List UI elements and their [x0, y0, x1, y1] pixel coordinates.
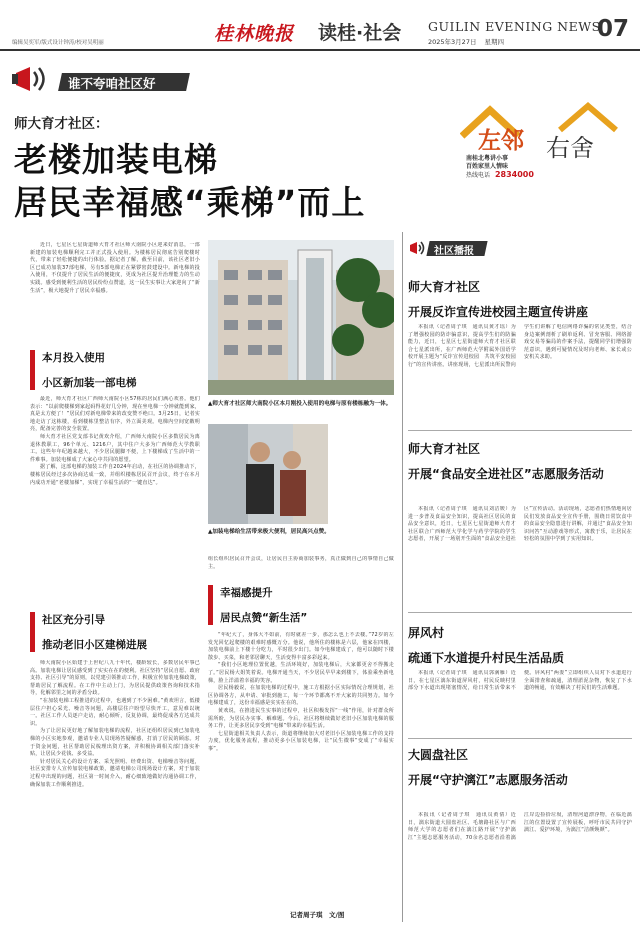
caption-marker-icon: ▲: [208, 401, 213, 407]
column-tagline-2: 百姓家里人情味: [466, 163, 509, 170]
article-lead: [30, 242, 200, 345]
news-body: [408, 670, 632, 732]
news-title: 开展“食品安全进社区”志愿服务活动: [408, 467, 604, 481]
news-community: 师大育才社区: [408, 442, 481, 456]
news-community: 师大育才社区: [408, 280, 481, 294]
editor-credits: 编辑吴奕军/版式设计钟涛/校对吴明丽: [12, 40, 104, 46]
section-3-paragraph: “我们小区地理位置优越，生活环境好，加装电梯后，大家都更舍不得搬走了。”居民杨大姐笑着说。电梯开通当天，不少居民早早来到楼下，体验乘坐新电梯，脸上洋溢着幸福的笑容。: [208, 662, 394, 684]
section-2-paragraph: 师大南院小区始建于上世纪八九十年代，楼龄较长，多数居民年事已高。加装电梯让居民感受到了实实在在的便利。社区坚持“居民自愿、政府支持、社区引导”的原则，以党建引领推动工作，积极宣传加装电梯政策，帮助居民了解流程。在工作中主动上门，为居民提供政策咨询和技术指导，化解邻里之间的矛盾分歧。: [30, 660, 200, 697]
section-2-body: [30, 660, 200, 922]
section-2-paragraph: 为了让居民更好地了解加装电梯的流程，社区还组织居民到已加装电梯的小区实地参观，邀请专业人员现场答疑解惑，打消了居民的顾虑。对于资金问题，社区帮助居民梳理出资方案，并积极协调相关部门落实补贴，让居民少花钱、多受益。: [30, 728, 200, 758]
news-community: 大圆盘社区: [408, 748, 469, 762]
article-kicker: 师大育才社区：: [14, 116, 109, 132]
column-badge: [12, 63, 184, 95]
section-2-paragraph: “在加装电梯工程推进的过程中，也遇到了不少困难。”黄欢坦言，低楼层住户担心采光、噪音等问题，高楼层住户盼望尽快开工，意见难以统一。社区工作人员逐户走访，耐心倾听，反复协调，最终促成各方达成共识。: [30, 697, 200, 727]
news-body: [408, 324, 632, 424]
news-title: 开展“守护漓江”志愿服务活动: [408, 773, 568, 787]
section-name: 读桂·社会: [318, 22, 402, 44]
paper-name: 桂林晚报: [214, 23, 295, 45]
column-logo: [460, 100, 630, 180]
lead-paragraph: 近日，七星区七星街道师大育才社区师大南院小区迎来好消息，一部新建的加装电梯顺利完工并正式投入使用。为楼栋居民彻底告别爬楼时代，带来了轻松便捷的出行体验。据记者了解，截至目前，该社区老旧小区已成功加装37部电梯，另有5部电梯正在紧锣密鼓建设中。新电梯的投入使用，不仅提升了居民生活的便捷度，更成为社区提升治理能力的生动实践。感受到便利生活的居民纷纷点赞道，这一民生实事让大家迎向了“新生活”，极大地提升了居民幸福感。: [30, 242, 200, 294]
subhead-1-subtitle: 小区新加装一部电梯: [42, 377, 137, 389]
column-divider: [402, 232, 403, 922]
elevator-building-photo: [208, 240, 394, 395]
news-title: 疏通下水道提升村民生活品质: [408, 651, 565, 665]
section-3-paragraph: “年纪大了，身体大不如前，有时就差一步，那怎么也上不去楼。”72岁的左发光回忆起爬楼的艰难时感慨万分。他说，他所住的楼栋是六层，他家在四楼，加装电梯前上下楼十分吃力，平时很少出门。如今电梯建成了，他可以随时下楼散步、买菜，和老邻居聊天，生活变得丰富多彩起来。: [208, 632, 394, 661]
subhead-1-title: 本月投入使用: [42, 352, 105, 364]
photo-2-caption-text: 加装电梯给生活带来极大便利，居民高兴点赞。: [212, 529, 330, 535]
section-3-paragraph: 居民杨毅说，在加装电梯的过程中，施工方根据小区实际情况合理规划，社区协调各方，从申请、审批到施工，每一个环节都离不开大家的共同努力。如今电梯建成了，这份幸福感是实实在在的。: [208, 685, 394, 707]
column-title-right: 右舍: [546, 134, 594, 162]
news-section-badge: [408, 237, 494, 261]
english-paper-name: GUILIN EVENING NEWS: [428, 19, 601, 34]
news-body: [408, 812, 632, 920]
hotline: [466, 170, 534, 179]
news-title: 开展反诈宣传进校园主题宣传讲座: [408, 305, 589, 319]
headline-line-2: 居民幸福感“乘梯”而上: [14, 183, 366, 222]
subhead-3-title: 幸福感提升: [220, 587, 273, 599]
section-3-body: [208, 632, 394, 908]
news-item: [408, 746, 632, 788]
mid-body: [208, 556, 394, 580]
column-title-left: 左邻: [478, 128, 524, 154]
hotline-number: 2834000: [494, 170, 534, 179]
subhead-2: [30, 612, 147, 652]
subhead-2-title: 社区充分引导: [42, 614, 105, 626]
news-item: [408, 624, 632, 666]
subhead-1: [30, 350, 137, 390]
section-1-paragraph: 据了解，这部电梯的加装工作自2024年启动，在社区的协调推动下，楼栋居民经过多次协商达成一致，并组织楼栋居民召开会议，终于在本月内成功开通“老楼加梯”，实现了幸福生活的“一键直达”。: [30, 464, 200, 486]
masthead: [0, 0, 640, 52]
subhead-2-subtitle: 推动老旧小区建梯进展: [42, 639, 147, 651]
masthead-rule: [0, 49, 640, 51]
byline: 记者周子琪 文/图: [290, 911, 345, 919]
megaphone-icon: [12, 63, 56, 95]
news-paragraph: 本报讯（记者周子琪 通讯员黄才瑶）为了增强校园的防诈骗意识，提高学生们的防骗能力，近日，七星区七星街道师大育才社区联合七星派出所，在广西师范大学附属外国语学校开展主题为“反诈宣传进校园 共筑平安校园行”的宣传讲座。讲座现场，七星派出所民警向学生们讲解了电信网络诈骗的常见类型，结合身边案例剖析了刷单返利、冒充客服、网络游戏交易等骗局的作案手法，提醒同学们增强防范意识，遇到可疑情况及时向老师、家长或公安机关求助。: [408, 324, 632, 368]
mid-paragraph: 组长组织居民召开会议，让居民自主协商加装事务，真正做到自己的事情自己做主。: [208, 556, 394, 570]
section-3-paragraph: 七星街道相关负责人表示，街道将继续加大对老旧小区加装电梯工作的支持力度，优化服务流程，推动更多小区加装电梯，让“民生微事”变成了“幸福实事”。: [208, 730, 394, 752]
news-paragraph: 本报讯（记者周子琪 通讯员刘洁媛）为进一步普及食品安全知识，提高社区居民的食品安全意识，近日，七星区七星街道师大育才社区联合广西师范大学化学与药学学院的学生志愿者，开展了一场别开生面的“食品安全进社区”宣传活动。活动现场，志愿者们热情地向居民们发放食品安全宣传手册，围绕日常饮食中的食品安全隐患进行讲解，并通过“食品安全知识问答”互动游戏等形式，寓教于乐，让居民在轻松的氛围中学到了实用知识。: [408, 506, 632, 543]
news-divider: [408, 430, 632, 431]
news-item: [408, 440, 632, 482]
section-1-body: [30, 396, 200, 604]
photo-2-caption: [208, 528, 394, 536]
caption-marker-icon: ▲: [208, 529, 213, 535]
residents-photo: [208, 424, 328, 524]
broadcast-icon: [408, 239, 426, 257]
news-divider: [408, 612, 632, 613]
headline-line-1: 老楼加装电梯: [14, 140, 218, 179]
column-badge-label: 谁不夸咱社区好: [68, 76, 156, 91]
news-community: 屏风村: [408, 626, 445, 640]
issue-date: [428, 37, 504, 46]
section-1-paragraph: 师大育才社区党支部书记黄欢介绍，广西师大南院小区多数居民为离退休教职工，96个单元、1216户，其中住户大多为广西师范大学教职工。这些年年纪越来越大，不少居民腿脚不便，上下楼梯成了生活中的一件难事。加装电梯成了大家心中共同的愿望。: [30, 433, 200, 463]
news-divider: [408, 738, 632, 739]
news-section-label: 社区播报: [434, 246, 474, 257]
weekday-text: 星期四: [484, 38, 505, 46]
section-1-paragraph: 最近，师大育才社区广西师大南院小区57栋的居民们满心欢喜。他们表示：“以前爬楼梯到家起码得花好几分钟，现在坐电梯一分钟就能到家，真是太方便了！”居民们对新电梯带来的改变赞不绝口。3月25日，记者实地走访了这栋楼，看到楼栋里整洁有序，外立面美观。电梯内空间宽敞明亮，配备完善的安全装置。: [30, 396, 200, 433]
news-item: [408, 278, 632, 320]
page-number: 07: [597, 16, 630, 42]
subhead-3-subtitle: 居民点赞“新生活”: [220, 612, 308, 624]
news-paragraph: 本报讯（记者周子琪 通讯员郭满雁）近日，在七星区漓东街道屏风村，村民反映村里部分下水道出现堵塞情况，给日常生活带来不便。屏风村“两委”立即组织人员对下水道进行全面排查和疏通，清理淤泥杂物，恢复了下水道的畅通，有效解决了村民们的生活难题。: [408, 670, 632, 692]
date-text: 2025年3月27日: [428, 38, 477, 46]
subhead-3: [208, 585, 307, 625]
photo-1-caption-text: 师大育才社区师大南院小区本月刚投入使用的电梯与原有楼栋融为一体。: [212, 401, 392, 407]
photo-1-caption: [208, 400, 394, 408]
hotline-label: 热线电话: [466, 172, 491, 179]
section-2-paragraph: 针对居民关心的设计方案、采光照明、经费出资、电梯噪音等问题，社区安排专人宣传加装电梯政策，邀请电梯公司现场设计方案，对于加装过程中出现的问题，社区第一时间介入，耐心细致地做好沟通协调工作，确保加装工作顺利推进。: [30, 758, 200, 788]
section-3-paragraph: 黄欢说，在推进民生实事的过程中，社区积极发挥“一线”作用，针对群众所需所盼，为居民办实事、解难题。今后，社区将继续做好老旧小区加装电梯的服务工作，让更多居民享受到“电梯”带来的幸福生活。: [208, 707, 394, 730]
news-paragraph: 本报讯（记者周子琪 通讯员黄倩）近日，漓东街道大圆盘社区、毛塘路社区与广西师范大学的志愿者们在漓江路开展“守护漓江”主题志愿服务活动，70余名志愿者沿着漓江岸边捡拾垃圾，清理河道漂浮物，在临近漓江的位置设置了宣传展板，呼吁市民共同守护漓江、爱护环境，为漓江“洁颜焕颜”。: [408, 812, 632, 841]
news-body: [408, 506, 632, 606]
column-tagline-1: 南桂北粤讲小事: [466, 155, 509, 162]
